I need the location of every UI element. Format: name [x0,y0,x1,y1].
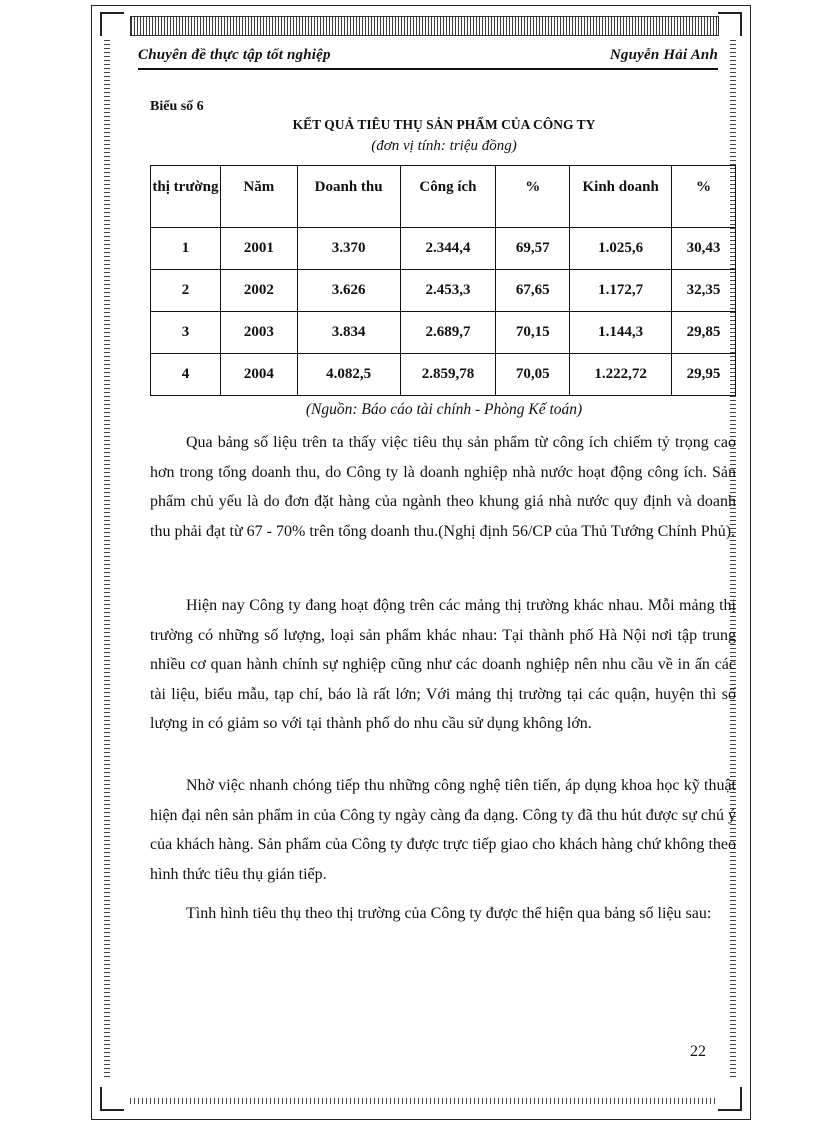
table-cell: 1 [151,228,221,270]
column-header-year: Năm [220,166,297,228]
table-source-note: (Nguồn: Báo cáo tài chính - Phòng Kế toán) [305,401,583,418]
table-header-row [151,166,736,228]
header-author-name: Nguyễn Hải Anh [609,47,718,63]
table-cell: 3.370 [297,228,400,270]
table-cell: 2003 [220,312,297,354]
table-title: KẾT QUẢ TIÊU THỤ SẢN PHẨM CỦA CÔNG TY [292,117,596,132]
table-cell: 3 [151,312,221,354]
table-row [151,228,736,270]
table-cell: 69,57 [496,228,570,270]
table-cell: 2.859,78 [400,354,496,396]
column-header-market: thị trường [151,166,221,228]
corner-ornament-top-left [100,12,124,36]
top-border-ornament [130,16,719,36]
corner-ornament-bottom-right [718,1087,742,1111]
left-border-ornament [104,40,110,1080]
table-cell: 32,35 [672,270,736,312]
table-row [151,312,736,354]
table-unit-note: (đơn vị tính: triệu đồng) [371,138,517,154]
column-header-public-service-percent: % [496,166,570,228]
table-cell: 70,05 [496,354,570,396]
table-cell: 2002 [220,270,297,312]
corner-ornament-bottom-left [100,1087,124,1111]
table-cell: 2.344,4 [400,228,496,270]
column-header-public-service: Công ích [400,166,496,228]
table-cell: 2.453,3 [400,270,496,312]
table-cell: 2001 [220,228,297,270]
table-row [151,270,736,312]
table-cell: 1.025,6 [570,228,672,270]
table-cell: 1.222,72 [570,354,672,396]
column-header-business-percent: % [672,166,736,228]
table-cell: 29,85 [672,312,736,354]
column-header-business: Kinh doanh [570,166,672,228]
table-cell: 70,15 [496,312,570,354]
page-number: 22 [690,1043,706,1060]
body-paragraph: Hiện nay Công ty đang hoạt động trên các mảng thị trường khác nhau. Mỗi mảng thị trường có những số lượng, loại sản phẩm khác nhau: Tại thành phố Hà Nội nơi tập trung nhiều cơ quan hành chính sự nghiệp cũng như các doanh nghiệp nên nhu cầu về in ấn các tài liệu, biểu mẫu, tạp chí, báo là rất lớn; Với mảng thị trường tại các quận, huyện thì số lượng in có giảm so với tại thành phố do nhu cầu sử dụng không lớn. [150,597,736,733]
table-label: Biểu số 6 [150,99,204,114]
column-header-revenue: Doanh thu [297,166,400,228]
bottom-border-ornament [130,1098,717,1104]
table-cell: 2 [151,270,221,312]
corner-ornament-top-right [718,12,742,36]
header-document-title: Chuyên đề thực tập tốt nghiệp [138,47,331,63]
table-cell: 67,65 [496,270,570,312]
body-paragraph: Nhờ việc nhanh chóng tiếp thu những công nghệ tiên tiến, áp dụng khoa học kỹ thuật hiện đại nên sản phẩm in của Công ty ngày càng đa dạng. Công ty đã thu hút được sự chú ý của khách hàng. Sản phẩm của Công ty được trực tiếp giao cho khách hàng chứ không theo hình thức tiêu thụ gián tiếp. [150,777,736,883]
running-header [138,44,718,70]
table-cell: 2004 [220,354,297,396]
table-cell: 4 [151,354,221,396]
table-row [151,354,736,396]
body-paragraph: Tình hình tiêu thụ theo thị trường của Công ty được thể hiện qua bảng số liệu sau: [186,905,712,922]
sales-results-table [150,165,736,396]
table-cell: 30,43 [672,228,736,270]
table-cell: 1.144,3 [570,312,672,354]
table-cell: 1.172,7 [570,270,672,312]
table-cell: 2.689,7 [400,312,496,354]
table-cell: 3.626 [297,270,400,312]
table-cell: 4.082,5 [297,354,400,396]
table-cell: 3.834 [297,312,400,354]
body-paragraph: Qua bảng số liệu trên ta thấy việc tiêu thụ sản phẩm từ công ích chiếm tỷ trọng cao hơn trong tổng doanh thu, do Công ty là doanh nghiệp nhà nước hoạt động công ích. Sản phẩm chủ yếu là do đơn đặt hàng của ngành theo khung giá nhà nước quy định và doanh thu phải đạt từ 67 - 70% trên tổng doanh thu.(Nghị định 56/CP của Thủ Tướng Chính Phủ). [150,434,736,540]
table-cell: 29,95 [672,354,736,396]
